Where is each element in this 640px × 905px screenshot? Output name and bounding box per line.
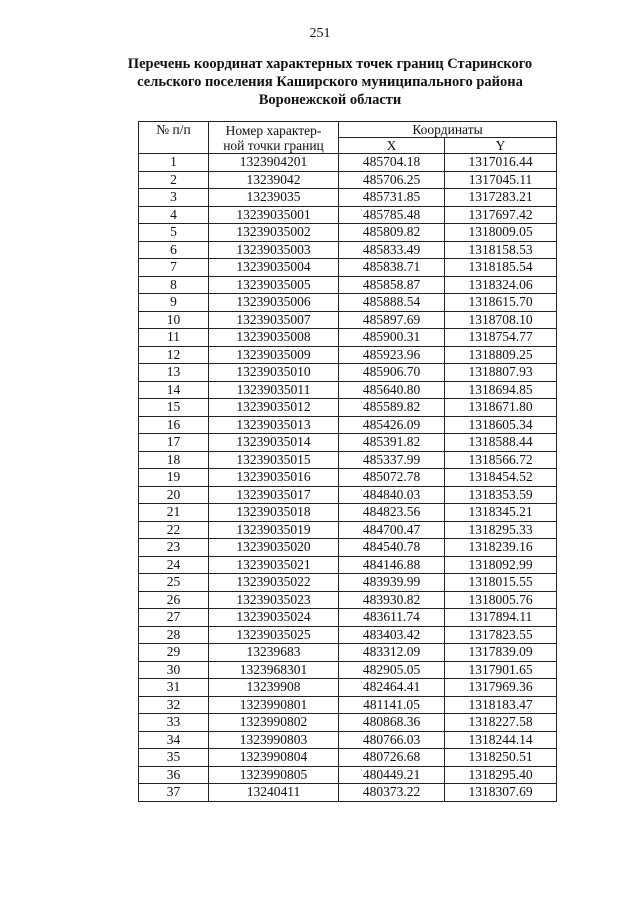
cell-x: 485888.54 <box>339 294 445 312</box>
cell-point-id: 13239035005 <box>209 276 339 294</box>
cell-y: 1318807.93 <box>445 364 557 382</box>
table-row <box>139 556 557 574</box>
cell-y: 1317045.11 <box>445 171 557 189</box>
page-number: 251 <box>309 26 331 41</box>
cell-point-id: 13239035008 <box>209 329 339 347</box>
table-row <box>139 539 557 557</box>
table-row <box>139 189 557 207</box>
cell-x: 485072.78 <box>339 469 445 487</box>
coordinates-table <box>138 121 557 802</box>
cell-point-id: 13239035007 <box>209 311 339 329</box>
cell-x: 481141.05 <box>339 696 445 714</box>
cell-y: 1318809.25 <box>445 346 557 364</box>
cell-x: 482905.05 <box>339 661 445 679</box>
cell-number: 24 <box>139 556 209 574</box>
table-row <box>139 294 557 312</box>
table-row <box>139 241 557 259</box>
table-row <box>139 469 557 487</box>
cell-x: 485785.48 <box>339 206 445 224</box>
table-row <box>139 784 557 802</box>
cell-y: 1318183.47 <box>445 696 557 714</box>
cell-y: 1317283.21 <box>445 189 557 207</box>
cell-point-id: 13239035 <box>209 189 339 207</box>
cell-number: 31 <box>139 679 209 697</box>
cell-x: 484146.88 <box>339 556 445 574</box>
cell-number: 11 <box>139 329 209 347</box>
cell-y: 1318295.33 <box>445 521 557 539</box>
cell-number: 13 <box>139 364 209 382</box>
cell-x: 484823.56 <box>339 504 445 522</box>
cell-y: 1317901.65 <box>445 661 557 679</box>
cell-number: 7 <box>139 259 209 277</box>
cell-number: 3 <box>139 189 209 207</box>
cell-y: 1318615.70 <box>445 294 557 312</box>
cell-number: 9 <box>139 294 209 312</box>
cell-point-id: 13239035022 <box>209 574 339 592</box>
cell-point-id: 13239908 <box>209 679 339 697</box>
cell-point-id: 13239035025 <box>209 626 339 644</box>
cell-number: 2 <box>139 171 209 189</box>
cell-point-id: 1323904201 <box>209 154 339 172</box>
document-title <box>100 55 560 109</box>
cell-point-id: 13239035010 <box>209 364 339 382</box>
cell-y: 1318694.85 <box>445 381 557 399</box>
cell-number: 36 <box>139 766 209 784</box>
cell-number: 34 <box>139 731 209 749</box>
cell-y: 1317016.44 <box>445 154 557 172</box>
cell-y: 1317969.36 <box>445 679 557 697</box>
table-row <box>139 276 557 294</box>
table-row <box>139 679 557 697</box>
cell-x: 480766.03 <box>339 731 445 749</box>
cell-x: 484840.03 <box>339 486 445 504</box>
cell-x: 485731.85 <box>339 189 445 207</box>
table-row <box>139 749 557 767</box>
cell-point-id: 1323990802 <box>209 714 339 732</box>
cell-y: 1318324.06 <box>445 276 557 294</box>
cell-x: 480373.22 <box>339 784 445 802</box>
table-row <box>139 609 557 627</box>
cell-point-id: 13239683 <box>209 644 339 662</box>
cell-number: 28 <box>139 626 209 644</box>
cell-y: 1318244.14 <box>445 731 557 749</box>
cell-y: 1318454.52 <box>445 469 557 487</box>
cell-y: 1317697.42 <box>445 206 557 224</box>
cell-point-id: 13239035002 <box>209 224 339 242</box>
cell-y: 1318239.16 <box>445 539 557 557</box>
cell-point-id: 13239035020 <box>209 539 339 557</box>
cell-x: 480868.36 <box>339 714 445 732</box>
cell-number: 17 <box>139 434 209 452</box>
table-row <box>139 714 557 732</box>
cell-point-id: 1323990805 <box>209 766 339 784</box>
cell-point-id: 13239035003 <box>209 241 339 259</box>
cell-number: 10 <box>139 311 209 329</box>
cell-y: 1318708.10 <box>445 311 557 329</box>
cell-number: 12 <box>139 346 209 364</box>
cell-point-id: 13239035001 <box>209 206 339 224</box>
table-row <box>139 661 557 679</box>
cell-point-id: 1323990801 <box>209 696 339 714</box>
cell-point-id: 13239035018 <box>209 504 339 522</box>
cell-number: 23 <box>139 539 209 557</box>
cell-x: 480449.21 <box>339 766 445 784</box>
cell-point-id: 13239035023 <box>209 591 339 609</box>
cell-point-id: 13239035014 <box>209 434 339 452</box>
cell-number: 37 <box>139 784 209 802</box>
cell-number: 19 <box>139 469 209 487</box>
cell-x: 483939.99 <box>339 574 445 592</box>
cell-y: 1318250.51 <box>445 749 557 767</box>
cell-y: 1318605.34 <box>445 416 557 434</box>
cell-x: 485906.70 <box>339 364 445 382</box>
cell-point-id: 13239035006 <box>209 294 339 312</box>
cell-number: 14 <box>139 381 209 399</box>
cell-number: 8 <box>139 276 209 294</box>
table-row <box>139 311 557 329</box>
cell-number: 27 <box>139 609 209 627</box>
cell-y: 1318588.44 <box>445 434 557 452</box>
cell-number: 20 <box>139 486 209 504</box>
table-row <box>139 696 557 714</box>
cell-number: 33 <box>139 714 209 732</box>
table-row <box>139 259 557 277</box>
table-row <box>139 626 557 644</box>
cell-x: 485589.82 <box>339 399 445 417</box>
cell-point-id: 13239035019 <box>209 521 339 539</box>
header-coordinates: Координаты <box>339 122 557 138</box>
cell-x: 485426.09 <box>339 416 445 434</box>
cell-point-id: 13239035004 <box>209 259 339 277</box>
cell-number: 1 <box>139 154 209 172</box>
cell-point-id: 13239035015 <box>209 451 339 469</box>
cell-point-id: 13239035017 <box>209 486 339 504</box>
table-row <box>139 451 557 469</box>
cell-x: 485704.18 <box>339 154 445 172</box>
cell-point-id: 1323990803 <box>209 731 339 749</box>
table-row <box>139 416 557 434</box>
cell-x: 485833.49 <box>339 241 445 259</box>
cell-x: 485858.87 <box>339 276 445 294</box>
table-row <box>139 521 557 539</box>
cell-x: 483930.82 <box>339 591 445 609</box>
cell-number: 15 <box>139 399 209 417</box>
cell-y: 1317839.09 <box>445 644 557 662</box>
cell-x: 483403.42 <box>339 626 445 644</box>
cell-x: 485706.25 <box>339 171 445 189</box>
cell-point-id: 13239035011 <box>209 381 339 399</box>
cell-number: 25 <box>139 574 209 592</box>
cell-number: 21 <box>139 504 209 522</box>
cell-y: 1318345.21 <box>445 504 557 522</box>
cell-number: 22 <box>139 521 209 539</box>
cell-y: 1318353.59 <box>445 486 557 504</box>
header-number: № п/п <box>139 122 209 154</box>
table-row <box>139 224 557 242</box>
cell-y: 1318671.80 <box>445 399 557 417</box>
table-row <box>139 434 557 452</box>
cell-y: 1317823.55 <box>445 626 557 644</box>
cell-point-id: 13239035021 <box>209 556 339 574</box>
cell-y: 1318009.05 <box>445 224 557 242</box>
cell-point-id: 1323990804 <box>209 749 339 767</box>
cell-point-id: 13239035024 <box>209 609 339 627</box>
cell-y: 1318092.99 <box>445 556 557 574</box>
cell-y: 1318307.69 <box>445 784 557 802</box>
table-row <box>139 206 557 224</box>
cell-y: 1318295.40 <box>445 766 557 784</box>
cell-x: 485337.99 <box>339 451 445 469</box>
cell-x: 485900.31 <box>339 329 445 347</box>
cell-y: 1318566.72 <box>445 451 557 469</box>
cell-number: 5 <box>139 224 209 242</box>
cell-point-id: 13239035013 <box>209 416 339 434</box>
cell-x: 483312.09 <box>339 644 445 662</box>
table-row <box>139 381 557 399</box>
cell-number: 29 <box>139 644 209 662</box>
header-y: Y <box>445 138 557 154</box>
cell-x: 485391.82 <box>339 434 445 452</box>
cell-number: 35 <box>139 749 209 767</box>
cell-y: 1318754.77 <box>445 329 557 347</box>
cell-point-id: 1323968301 <box>209 661 339 679</box>
cell-number: 6 <box>139 241 209 259</box>
table-row <box>139 346 557 364</box>
cell-number: 26 <box>139 591 209 609</box>
cell-x: 484540.78 <box>339 539 445 557</box>
cell-x: 484700.47 <box>339 521 445 539</box>
cell-number: 32 <box>139 696 209 714</box>
cell-y: 1318005.76 <box>445 591 557 609</box>
header-point-line-2: ной точки границ <box>223 137 324 153</box>
cell-x: 482464.41 <box>339 679 445 697</box>
table-row <box>139 591 557 609</box>
header-point <box>209 122 339 154</box>
cell-point-id: 13239035012 <box>209 399 339 417</box>
table-body <box>139 154 557 802</box>
table-row <box>139 154 557 172</box>
table-row <box>139 731 557 749</box>
cell-x: 485923.96 <box>339 346 445 364</box>
cell-y: 1318158.53 <box>445 241 557 259</box>
cell-x: 480726.68 <box>339 749 445 767</box>
table-row <box>139 574 557 592</box>
title-line-1: Перечень координат характерных точек границ Старинского <box>127 56 533 72</box>
cell-x: 485838.71 <box>339 259 445 277</box>
cell-number: 16 <box>139 416 209 434</box>
cell-point-id: 13239035009 <box>209 346 339 364</box>
cell-number: 4 <box>139 206 209 224</box>
table-row <box>139 399 557 417</box>
table-row <box>139 486 557 504</box>
cell-number: 18 <box>139 451 209 469</box>
cell-x: 485809.82 <box>339 224 445 242</box>
cell-y: 1318227.58 <box>445 714 557 732</box>
cell-point-id: 13239042 <box>209 171 339 189</box>
cell-y: 1318185.54 <box>445 259 557 277</box>
table-row <box>139 171 557 189</box>
cell-point-id: 13239035016 <box>209 469 339 487</box>
table-row <box>139 766 557 784</box>
cell-number: 30 <box>139 661 209 679</box>
cell-x: 483611.74 <box>339 609 445 627</box>
title-line-3: Воронежской области <box>258 92 402 108</box>
cell-point-id: 13240411 <box>209 784 339 802</box>
cell-x: 485640.80 <box>339 381 445 399</box>
table-row <box>139 364 557 382</box>
table-row <box>139 504 557 522</box>
header-x: X <box>339 138 445 154</box>
table-row <box>139 644 557 662</box>
header-point-line-1: Номер характер- <box>225 122 322 138</box>
cell-x: 485897.69 <box>339 311 445 329</box>
cell-y: 1317894.11 <box>445 609 557 627</box>
table-row <box>139 329 557 347</box>
cell-y: 1318015.55 <box>445 574 557 592</box>
title-line-2: сельского поселения Каширского муниципального района <box>137 74 523 90</box>
